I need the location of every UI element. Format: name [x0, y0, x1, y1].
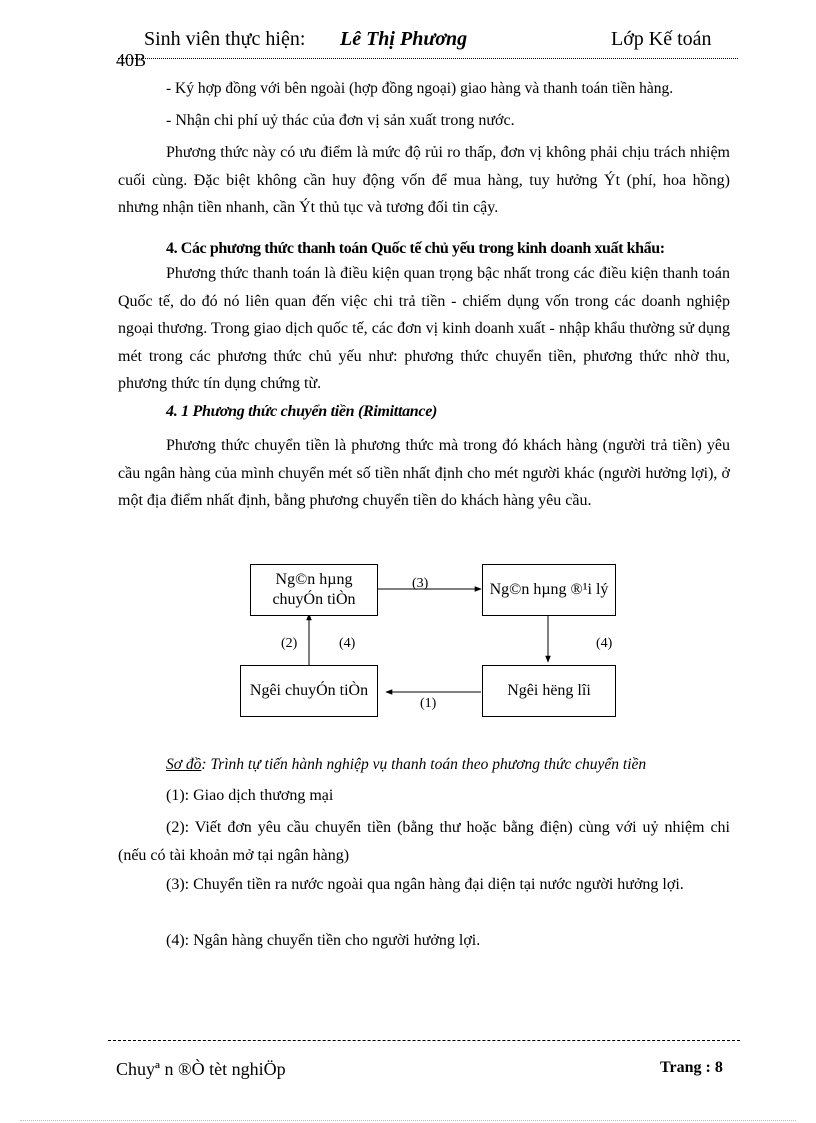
- label-3: (3): [412, 576, 429, 591]
- box-agent-bank: Ng©n hµng ®¹i lý: [482, 564, 616, 616]
- paragraph-payment-methods: Phương thức thanh toán là điều kiện quan trọng bậc nhất trong các điều kiện thanh toán Quốc tế, do đó nó liên quan đến việc chi trả tiền - chiếm dụng vốn trong các doanh nghiệp ngoại thương. Trong giao dịch quốc tế, các đơn vị kinh doanh xuất - nhập khẩu thường sử dụng mét trong các phương thức chủ yếu như: phương thức chuyển tiền, phương thức nhờ thu, phương thức tín dụng chứng từ.: [118, 265, 730, 392]
- label-2: (2): [281, 636, 298, 651]
- paragraph-advantages: Phương thức này có ưu điểm là mức độ rủi ro thấp, đơn vị không phải chịu trách nhiệm cuối cùng. Đặc biệt không cần huy động vốn để mua hàng, tuy hưởng Ýt (phí, hoa hồng) nhưng nhận tiền nhanh, cần Ýt thủ tục và tương đối tin cậy.: [118, 144, 730, 216]
- caption-prefix: Sơ đồ: [166, 756, 202, 773]
- caption-text: : Trình tự tiến hành nghiệp vụ thanh toán theo phương thức chuyển tiền: [201, 756, 647, 773]
- label-1: (1): [420, 696, 437, 711]
- diagram-caption: [166, 756, 646, 774]
- label-4-left: (4): [339, 636, 356, 651]
- box-sender: Ngêi chuyÓn tiÒn: [240, 665, 378, 717]
- footer-title: Chuyª n ®Ò tèt nghiÖp: [116, 1059, 286, 1079]
- class-code: 40B: [116, 50, 147, 70]
- page-number: Trang : 8: [660, 1059, 723, 1076]
- footer-rule: [108, 1040, 740, 1041]
- step-1: (1): Giao dịch thương mại: [166, 787, 334, 804]
- step-4: (4): Ngân hàng chuyển tiền cho người hưởng lợi.: [166, 932, 481, 949]
- page-bottom-rule: [20, 1120, 796, 1121]
- bullet-delivery: - Ký hợp đồng với bên ngoài (hợp đồng ngoại) giao hàng và thanh toán tiền hàng.: [166, 80, 674, 97]
- class-label: Lớp Kế toán: [611, 28, 712, 50]
- subsection-title: 4. 1 Phương thức chuyển tiền (Rimittance): [166, 403, 438, 420]
- section-title: 4. Các phương thức thanh toán Quốc tế chủ yếu trong kinh doanh xuất khẩu:: [166, 240, 665, 257]
- box-receiver: Ngêi hëng lîi: [482, 665, 616, 717]
- step-2: (2): Viết đơn yêu cầu chuyển tiền (bằng thư hoặc bằng điện) cùng với uỷ nhiệm chi (nếu có tài khoản mở tại ngân hàng): [118, 819, 730, 864]
- header-rule: [118, 58, 738, 59]
- box-sender-bank: Ng©n hµng chuyÓn tiÒn: [250, 564, 378, 616]
- student-name: Lê Thị Phương: [340, 28, 468, 50]
- label-4-right: (4): [596, 636, 613, 651]
- bullet-fee: - Nhận chi phí uỷ thác của đơn vị sản xuất trong nước.: [166, 112, 515, 129]
- paragraph-remittance: Phương thức chuyển tiền là phương thức mà trong đó khách hàng (người trả tiền) yêu cầu ngân hàng của mình chuyển mét số tiền nhất định cho mét người khác (người hưởng lợi), ở một địa điểm nhất định, bằng phương chuyển tiền do khách hàng yêu cầu.: [118, 437, 730, 509]
- header-label: Sinh viên thực hiện:: [144, 28, 306, 50]
- step-3: (3): Chuyển tiền ra nước ngoài qua ngân hàng đại diện tại nước người hưởng lợi.: [166, 876, 684, 893]
